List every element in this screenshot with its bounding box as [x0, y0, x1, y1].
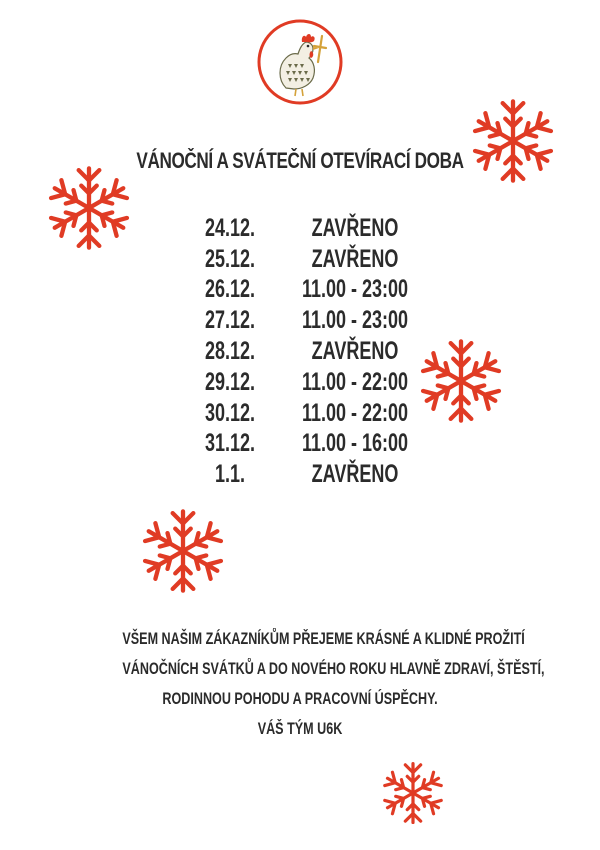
schedule-date: 25.12.: [204, 244, 256, 273]
greeting-line: VŠEM NAŠIM ZÁKAZNÍKŮM PŘEJEME KRÁSNÉ A KLIDNÉ PROŽITÍ: [122, 629, 525, 648]
snowflake-icon: [46, 165, 132, 251]
schedule-hours: 11.00 - 23:00: [301, 306, 409, 335]
greeting-message: [60, 624, 545, 744]
schedule-hours: 11.00 - 16:00: [301, 429, 409, 458]
schedule-row: [180, 275, 430, 306]
schedule-date: 26.12.: [204, 275, 256, 304]
schedule-date: 1.1.: [214, 460, 246, 489]
snowflake-icon: [418, 338, 504, 424]
greeting-line: VÁNOČNÍCH SVÁTKŮ A DO NOVÉHO ROKU HLAVNĚ ZDRAVÍ, ŠTĚSTÍ,: [122, 659, 545, 678]
schedule-date: 27.12.: [204, 306, 256, 335]
schedule-hours: 11.00 - 22:00: [301, 367, 409, 396]
schedule-hours: ZAVŘENO: [311, 460, 399, 489]
opening-hours-schedule: [180, 213, 430, 490]
snowflake-icon: [381, 761, 445, 825]
schedule-date: 30.12.: [204, 398, 256, 427]
schedule-hours: 11.00 - 22:00: [301, 398, 409, 427]
schedule-hours: ZAVŘENO: [311, 244, 399, 273]
schedule-row: [180, 305, 430, 336]
snowflake-icon: [140, 508, 226, 594]
greeting-signature: VÁŠ TÝM U6K: [257, 719, 343, 738]
schedule-row: [180, 429, 430, 460]
schedule-date: 31.12.: [204, 429, 256, 458]
schedule-hours: 11.00 - 23:00: [301, 275, 409, 304]
schedule-row: [180, 398, 430, 429]
schedule-row: [180, 367, 430, 398]
schedule-row: [180, 336, 430, 367]
schedule-row: [180, 213, 430, 244]
rooster-logo-icon: [256, 18, 344, 106]
schedule-row: [180, 244, 430, 275]
schedule-date: 28.12.: [204, 337, 256, 366]
greeting-line: RODINNOU POHODU A PRACOVNÍ ÚSPĚCHY.: [162, 689, 438, 708]
schedule-hours: ZAVŘENO: [311, 337, 399, 366]
schedule-hours: ZAVŘENO: [311, 213, 399, 242]
schedule-row: [180, 459, 430, 490]
schedule-date: 29.12.: [204, 367, 256, 396]
schedule-date: 24.12.: [204, 213, 256, 242]
page-title: VÁNOČNÍ A SVÁTEČNÍ OTEVÍRACÍ DOBA: [136, 148, 464, 173]
